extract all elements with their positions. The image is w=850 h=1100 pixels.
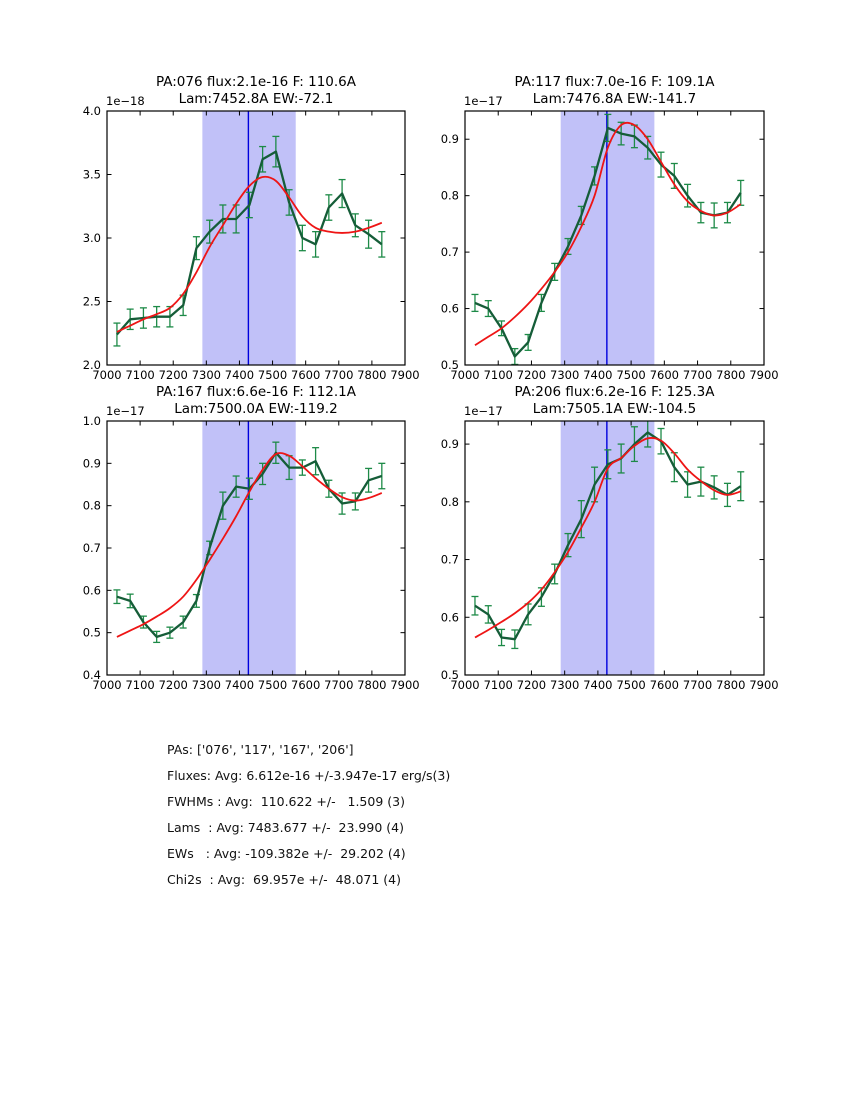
summary-chi2s: Chi2s : Avg: 69.957e +/- 48.071 (4) bbox=[167, 872, 401, 887]
svg-text:7900: 7900 bbox=[749, 368, 779, 382]
svg-text:2.5: 2.5 bbox=[82, 294, 101, 309]
svg-text:7600: 7600 bbox=[291, 678, 321, 692]
svg-text:7900: 7900 bbox=[390, 368, 420, 382]
svg-text:7600: 7600 bbox=[291, 368, 321, 382]
subplot-title-line2: Lam:7505.1A EW:-104.5 bbox=[532, 401, 697, 417]
chart-canvas-pa117 bbox=[413, 66, 786, 396]
subplot-title-line1: PA:167 flux:6.6e-16 F: 112.1A bbox=[155, 384, 357, 400]
svg-text:7500: 7500 bbox=[257, 678, 288, 692]
svg-text:3.5: 3.5 bbox=[82, 167, 101, 182]
y-axis-scale-label: 1e−17 bbox=[464, 94, 503, 108]
svg-text:7600: 7600 bbox=[649, 368, 679, 382]
svg-text:7200: 7200 bbox=[516, 368, 547, 382]
svg-text:7400: 7400 bbox=[224, 368, 255, 382]
svg-text:0.8: 0.8 bbox=[440, 188, 459, 203]
svg-text:0.6: 0.6 bbox=[440, 301, 459, 316]
svg-text:0.5: 0.5 bbox=[440, 358, 459, 372]
svg-text:0.8: 0.8 bbox=[440, 494, 459, 509]
svg-text:0.7: 0.7 bbox=[440, 552, 459, 567]
svg-text:7700: 7700 bbox=[682, 368, 713, 382]
svg-text:7700: 7700 bbox=[324, 678, 354, 692]
chart-canvas-pa206 bbox=[413, 376, 786, 706]
svg-text:7600: 7600 bbox=[649, 678, 679, 692]
svg-text:4.0: 4.0 bbox=[82, 104, 101, 118]
svg-text:7000: 7000 bbox=[92, 368, 122, 382]
subplot-title-line1: PA:206 flux:6.2e-16 F: 125.3A bbox=[514, 384, 715, 400]
svg-text:0.9: 0.9 bbox=[82, 456, 101, 471]
svg-text:0.5: 0.5 bbox=[440, 668, 459, 682]
svg-text:7700: 7700 bbox=[324, 368, 354, 382]
svg-text:7900: 7900 bbox=[749, 678, 779, 692]
svg-text:7300: 7300 bbox=[191, 368, 221, 382]
svg-text:7900: 7900 bbox=[390, 678, 420, 692]
chart-canvas-pa076 bbox=[55, 66, 427, 396]
svg-text:7800: 7800 bbox=[357, 678, 387, 692]
svg-text:7100: 7100 bbox=[483, 368, 513, 382]
svg-text:7400: 7400 bbox=[583, 678, 613, 692]
summary-pas: PAs: ['076', '117', '167', '206'] bbox=[167, 742, 354, 757]
svg-text:7200: 7200 bbox=[516, 678, 547, 692]
svg-text:0.4: 0.4 bbox=[82, 668, 101, 682]
subplot-title-line1: PA:117 flux:7.0e-16 F: 109.1A bbox=[514, 74, 715, 90]
summary-fwhms: FWHMs : Avg: 110.622 +/- 1.509 (3) bbox=[167, 794, 405, 809]
svg-text:0.6: 0.6 bbox=[440, 610, 459, 625]
svg-text:7500: 7500 bbox=[616, 678, 646, 692]
svg-text:0.6: 0.6 bbox=[82, 583, 101, 598]
svg-text:7100: 7100 bbox=[125, 368, 155, 382]
svg-text:7100: 7100 bbox=[125, 678, 155, 692]
svg-text:3.0: 3.0 bbox=[82, 231, 101, 245]
y-axis-scale-label: 1e−17 bbox=[106, 404, 145, 418]
svg-text:7800: 7800 bbox=[716, 678, 746, 692]
summary-fluxes: Fluxes: Avg: 6.612e-16 +/-3.947e-17 erg/s(3) bbox=[167, 768, 451, 783]
svg-text:7300: 7300 bbox=[191, 678, 221, 692]
svg-text:7200: 7200 bbox=[158, 368, 188, 382]
svg-text:7200: 7200 bbox=[158, 678, 188, 692]
svg-text:7800: 7800 bbox=[716, 368, 746, 382]
svg-text:0.7: 0.7 bbox=[440, 245, 459, 260]
svg-text:0.7: 0.7 bbox=[82, 541, 101, 555]
svg-text:7300: 7300 bbox=[550, 368, 580, 382]
subplot-title-line1: PA:076 flux:2.1e-16 F: 110.6A bbox=[155, 74, 357, 90]
svg-text:7000: 7000 bbox=[450, 368, 480, 382]
y-axis-scale-label: 1e−17 bbox=[464, 404, 503, 418]
summary-lams: Lams : Avg: 7483.677 +/- 23.990 (4) bbox=[167, 820, 404, 835]
svg-text:7300: 7300 bbox=[550, 678, 580, 692]
svg-text:0.8: 0.8 bbox=[82, 498, 101, 513]
summary-ews: EWs : Avg: -109.382e +/- 29.202 (4) bbox=[167, 846, 406, 861]
svg-text:2.0: 2.0 bbox=[82, 358, 101, 372]
svg-text:1.0: 1.0 bbox=[82, 414, 101, 428]
svg-text:7000: 7000 bbox=[92, 678, 122, 692]
svg-text:7500: 7500 bbox=[257, 368, 288, 382]
svg-text:0.5: 0.5 bbox=[82, 625, 101, 640]
chart-canvas-pa167 bbox=[55, 376, 427, 706]
svg-text:7100: 7100 bbox=[483, 678, 513, 692]
subplot-title-line2: Lam:7452.8A EW:-72.1 bbox=[178, 91, 334, 107]
svg-text:7400: 7400 bbox=[583, 368, 613, 382]
svg-text:0.9: 0.9 bbox=[440, 132, 459, 147]
summary-stats-block bbox=[167, 737, 450, 893]
svg-text:7000: 7000 bbox=[450, 678, 480, 692]
subplot-title-line2: Lam:7476.8A EW:-141.7 bbox=[532, 91, 697, 107]
svg-text:7800: 7800 bbox=[357, 368, 387, 382]
subplot-title-line2: Lam:7500.0A EW:-119.2 bbox=[174, 401, 338, 417]
svg-text:7700: 7700 bbox=[682, 678, 713, 692]
svg-text:7400: 7400 bbox=[224, 678, 255, 692]
svg-text:7500: 7500 bbox=[616, 368, 646, 382]
y-axis-scale-label: 1e−18 bbox=[106, 94, 145, 108]
svg-text:0.9: 0.9 bbox=[440, 437, 459, 452]
